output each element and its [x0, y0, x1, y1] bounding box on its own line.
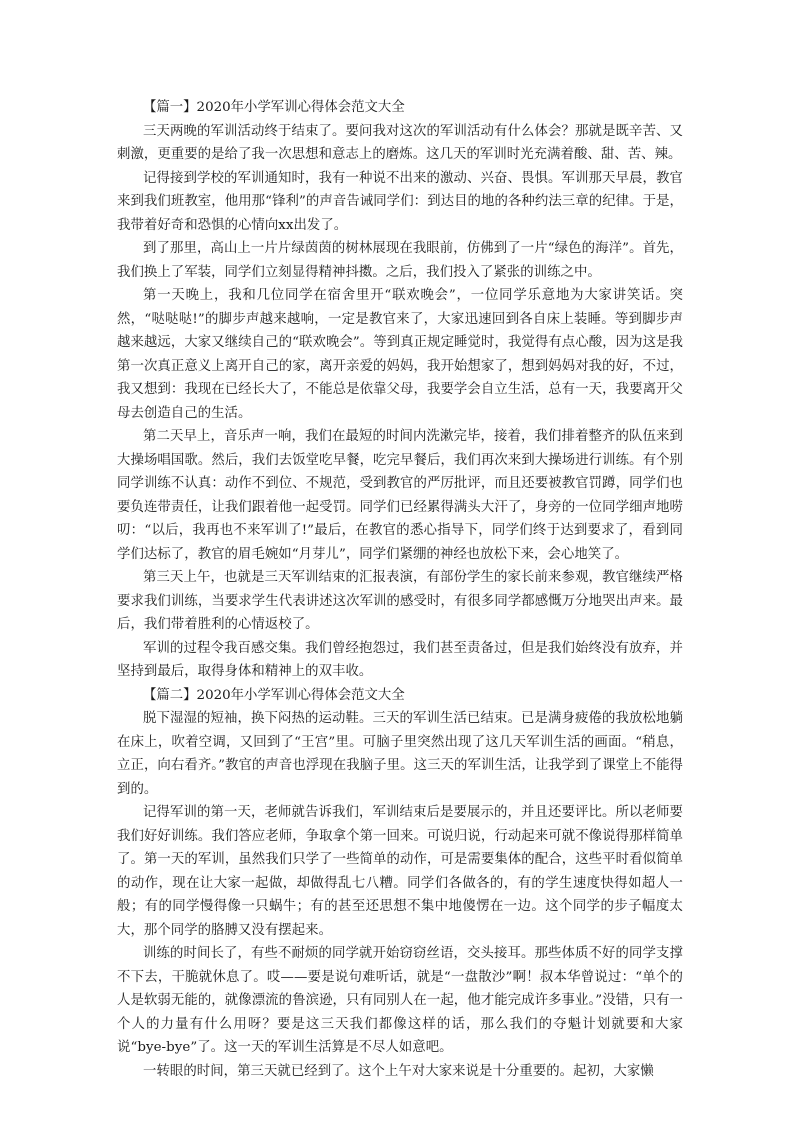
paragraph: 记得接到学校的军训通知时，我有一种说不出来的激动、兴奋、畏惧。军训那天早晨，教官来到我们班教室，他用那“锋利”的声音告诫同学们：到达目的地的各种约法三章的纪律。于是，我带着好奇和恐惧的心情向xx出发了。 — [117, 170, 683, 233]
paragraph: 到了那里，高山上一片片绿茵茵的树林展现在我眼前，仿佛到了一片“绿色的海洋”。首先，我们换上了军装，同学们立刻显得精神抖擞。之后，我们投入了紧张的训练之中。 — [117, 241, 683, 280]
paragraph: 第一天晚上，我和几位同学在宿舍里开“联欢晚会”，一位同学乐意地为大家讲笑话。突然，“哒哒哒!”的脚步声越来越响，一定是教官来了，大家迅速回到各自床上装睡。等到脚步声越来越远，大家又继续自己的“联欢晚会”。等到真正规定睡觉时，我觉得有点心酸，因为这是我第一次真正意义上离开自己的家，离开亲爱的妈妈，我开始想家了，想到妈妈对我的好，不过，我又想到：我现在已经长大了，不能总是依靠父母，我要学会自立生活，总有一天，我要离开父母去创造自己的生活。 — [117, 288, 683, 421]
paragraph: 第三天上午，也就是三天军训结束的汇报表演，有部份学生的家长前来参观，教官继续严格要求我们训练，当要求学生代表讲述这次军训的感受时，有很多同学都感慨万分地哭出声来。最后，我们带着胜利的心情返校了。 — [117, 570, 683, 632]
paragraph: 训练的时间长了，有些不耐烦的同学就开始窃窃丝语，交头接耳。那些体质不好的同学支撑不下去，干脆就休息了。哎——要是说句难听话，就是“一盘散沙”啊！叔本华曾说过：“单个的人是软弱无能的，就像漂流的鲁滨逊，只有同别人在一起，他才能完成许多事业。”没错，只有一个人的力量有什么用呀？要是这三天我们都像这样的话，那么我们的夺魁计划就要和大家说“bye-bye”了。这一天的军训生活算是不尽人如意吧。 — [117, 946, 683, 1055]
paragraph: 一转眼的时间，第三天就已经到了。这个上午对大家来说是十分重要的。起初，大家懒 — [143, 1063, 654, 1079]
section-title-2: 【篇二】2020年小学军训心得体会范文大全 — [143, 687, 405, 703]
paragraph: 脱下湿湿的短袖，换下闷热的运动鞋。三天的军训生活已结束。已是满身疲倦的我放松地躺在床上，吹着空调，又回到了“王宫”里。可脑子里突然出现了这几天军训生活的画面。“稍息，立正，向右看齐。”教官的声音也浮现在我脑子里。这三天的军训生活，让我学到了课堂上不能得到的。 — [117, 711, 683, 797]
paragraph: 军训的过程令我百感交集。我们曾经抱怨过，我们甚至责备过，但是我们始终没有放弃，并坚持到最后，取得身体和精神上的双丰收。 — [117, 640, 683, 679]
paragraph: 三天两晚的军训活动终于结束了。要问我对这次的军训活动有什么体会？那就是既辛苦、又刺激，更重要的是给了我一次思想和意志上的磨炼。这几天的军训时光充满着酸、甜、苦、辣。 — [117, 123, 683, 162]
document-page — [117, 96, 683, 1083]
section-title-1: 【篇一】2020年小学军训心得体会范文大全 — [143, 100, 405, 115]
paragraph: 第二天早上，音乐声一响，我们在最短的时间内洗漱完毕，接着，我们排着整齐的队伍来到大操场唱国歌。然后，我们去饭堂吃早餐，吃完早餐后，我们再次来到大操场进行训练。有个别同学训练不认真：动作不到位、不规范，受到教官的严厉批评，而且还要被教官罚蹲，同学们也要负连带责任，让我们跟着他一起受罚。同学们已经累得满头大汗了，身旁的一位同学细声地唠叨：“以后，我再也不来军训了!”最后，在教官的悉心指导下，同学们终于达到要求了，看到同学们达标了，教官的眉毛婉如“月芽儿”，同学们紧绷的神经也放松下来，会心地笑了。 — [117, 429, 683, 562]
paragraph: 记得军训的第一天，老师就告诉我们，军训结束后是要展示的，并且还要评比。所以老师要我们好好训练。我们答应老师，争取拿个第一回来。可说归说，行动起来可就不像说得那样简单了。第一天的军训，虽然我们只学了一些简单的动作，可是需要集体的配合，这些平时看似简单的动作，现在让大家一起做，却做得乱七八糟。同学们各做各的，有的学生速度快得如超人一般；有的同学慢得像一只蜗牛；有的甚至还思想不集中地傻愣在一边。这个同学的步子幅度太大，那个同学的胳膊又没有摆起来。 — [117, 805, 683, 938]
